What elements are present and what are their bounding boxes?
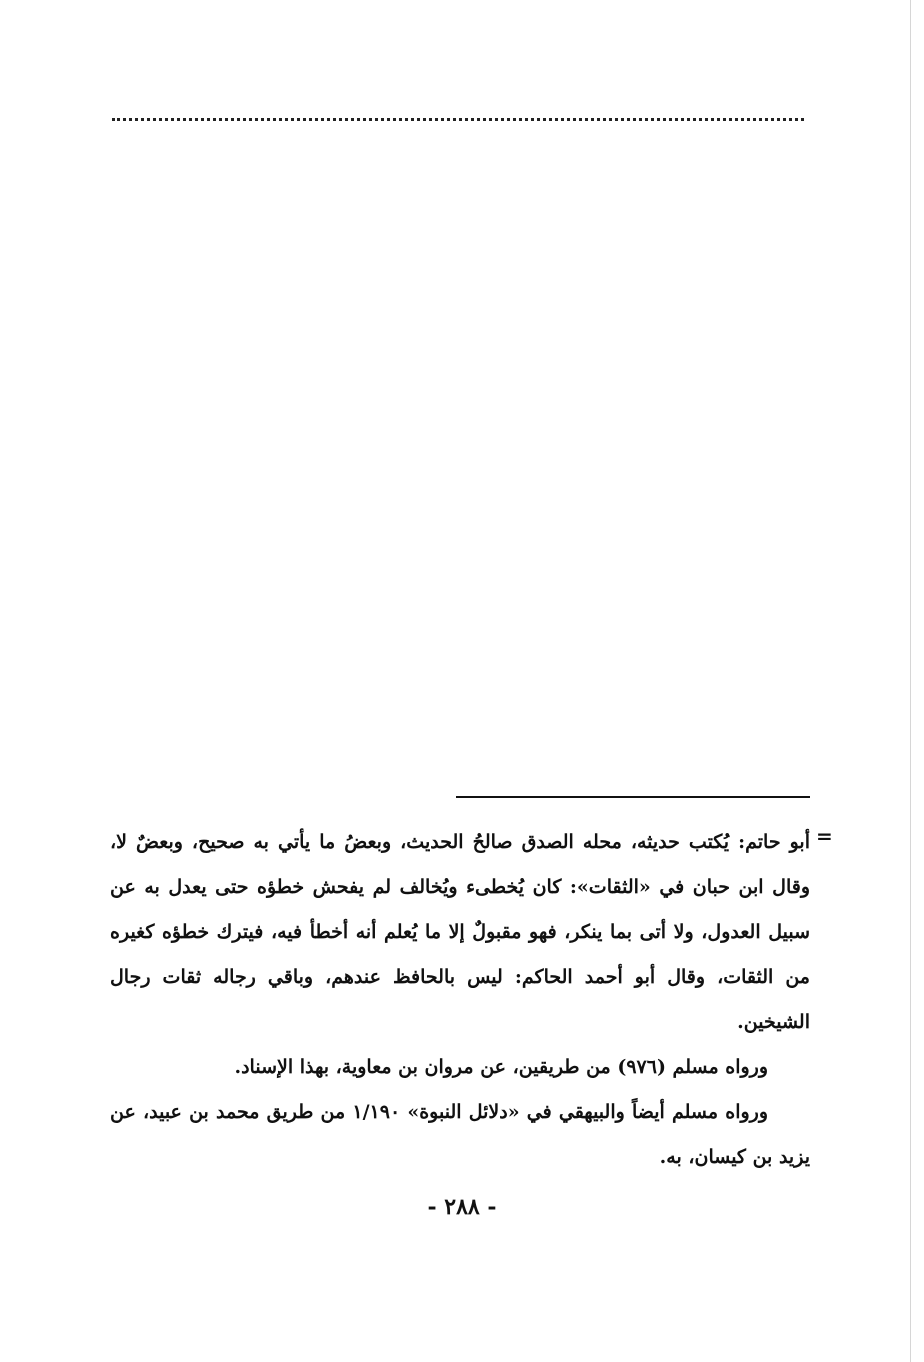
footnote-paragraph-1: أبو حاتم: يُكتب حديثه، محله الصدق صالحُ الحديث، وبعضُ ما يأتي به صحيح، وبعضٌ لا، وقال ابن حبان في «الثقات»: كان يُخطىء ويُخالف لم يفحش خطؤه حتى يعدل به عن سبيل العدول، ولا أتى بما ينكر، فهو مقبولٌ إلا ما يُعلم أنه أخطأ فيه، فيترك خطؤه كغيره من الثقات، وقال أبو أحمد الحاكم: ليس بالحافظ عندهم، وباقي رجاله ثقات رجال الشيخين.	[110, 831, 810, 1033]
footnote-separator	[456, 796, 810, 798]
page-edge-line	[910, 0, 911, 1362]
continuation-mark: =	[816, 824, 833, 848]
omitted-text-dots	[112, 118, 804, 121]
footnote-block	[110, 820, 810, 1180]
page-number: - ٢٨٨ -	[427, 1194, 497, 1220]
footnote-paragraph-3: ورواه مسلم أيضاً والبيهقي في «دلائل النبوة» ١/١٩٠ من طريق محمد بن عبيد، عن يزيد بن كيسان، به.	[110, 1101, 810, 1168]
footnote-paragraph-2: ورواه مسلم (٩٧٦) من طريقين، عن مروان بن معاوية، بهذا الإسناد.	[234, 1056, 768, 1078]
